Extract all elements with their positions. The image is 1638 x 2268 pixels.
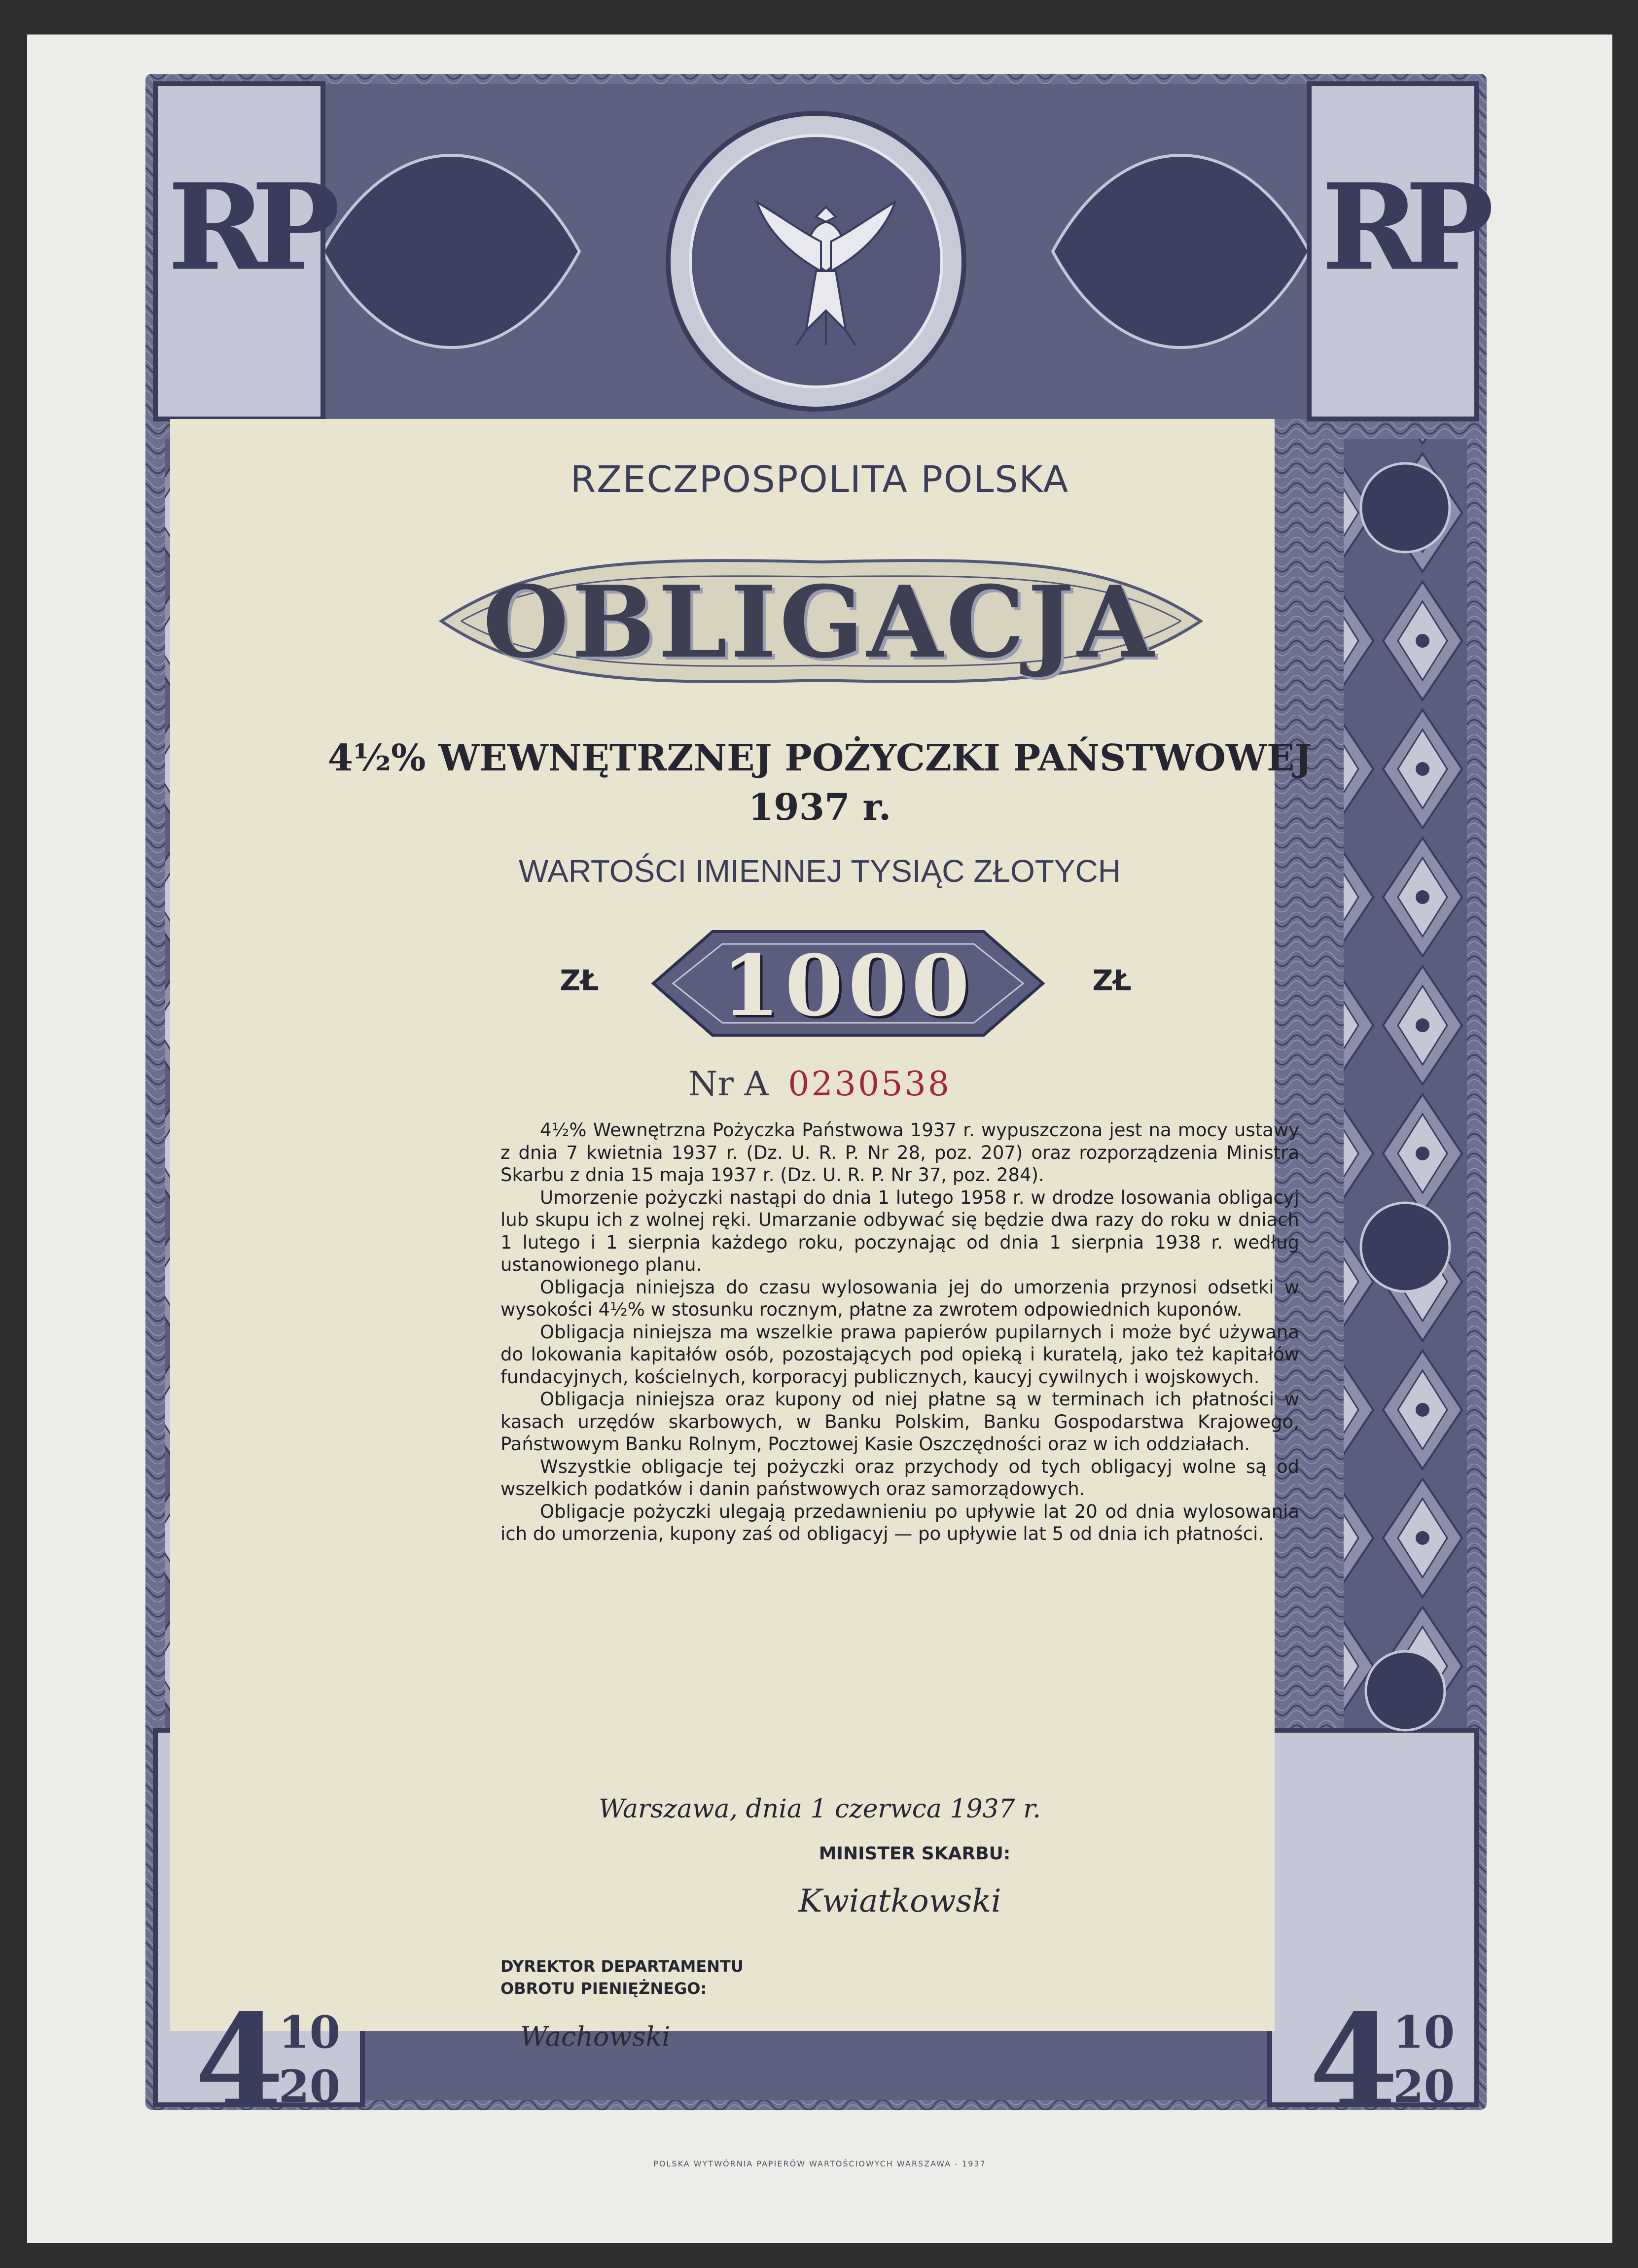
monogram-right: RP [1321, 158, 1479, 297]
minister-title: MINISTER SKARBU: [819, 1844, 1011, 1864]
terms-paragraph: Obligacja niniejsza do czasu wylosowania jej do umorzenia przynosi odsetki w wysokości 4½% w stosunku rocznym, płatne za zwrotem odpowiednich kuponów. [500, 1276, 1299, 1320]
terms-paragraph: Umorzenie pożyczki nastąpi do dnia 1 lutego 1958 r. w drodze losowania obligacyj lub skupu ich z wolnej ręki. Umarzanie odbywać się będzie dwa razy do roku w dniach 1 lutego i 1 sierpnia każdego roku, poczynając od dnia 1 sierpnia 1938 r. według ustanowionego planu. [500, 1186, 1299, 1275]
bond-sheet [27, 35, 1612, 2243]
terms-paragraph: Wszystkie obligacje tej pożyczki oraz przychody od tych obligacyj wolne są od wszelkich podatków i danin państwowych oraz samorządowych. [500, 1456, 1299, 1500]
printer-imprint: POLSKA WYTWÓRNIA PAPIERÓW WARTOŚCIOWYCH WARSZAWA - 1937 [653, 2159, 986, 2168]
serial-prefix: Nr A [688, 1065, 769, 1104]
monogram-left: RP [168, 158, 325, 297]
nominal-value: WARTOŚCI IMIENNEJ TYSIĄC ZŁOTYCH [519, 853, 1121, 889]
rate-whole: 4 [195, 1987, 284, 2137]
director-title-line1: DYREKTOR DEPARTAMENTU [500, 1957, 744, 1976]
rate-mark-left [185, 1987, 362, 2144]
bond-terms [500, 1119, 1299, 1545]
loan-year: 1937 r. [748, 786, 891, 829]
rate-denominator: 20 [279, 2060, 341, 2113]
terms-paragraph: Obligacje pożyczki ulegają przedawnieniu po upływie lat 20 od dnia wylosowania ich do umorzenia, kupony zaś od obligacyj — po upływie lat 5 od dnia ich płatności. [500, 1500, 1299, 1544]
rate-numerator: 10 [1393, 2006, 1455, 2059]
director-signature: Wachowski [520, 2021, 671, 2052]
terms-paragraph: 4½% Wewnętrzna Pożyczka Państwowa 1937 r. wypuszczona jest na mocy ustawy z dnia 7 kwietnia 1937 r. (Dz. U. R. P. Nr 28, poz. 207) oraz rozporządzenia Ministra Skarbu z dnia 15 maja 1937 r. (Dz. U. R. P. Nr 37, poz. 284). [500, 1119, 1299, 1186]
document-title: OBLIGACJA [483, 564, 1157, 680]
serial-number [27, 1065, 1612, 1104]
currency-left: ZŁ [560, 964, 599, 997]
loan-title: 4½% WEWNĘTRZNEJ POŻYCZKI PAŃSTWOWEJ [327, 737, 1312, 779]
denomination-amount: 1000 [721, 937, 975, 1035]
place-date: Warszawa, dnia 1 czerwca 1937 r. [599, 1794, 1041, 1824]
minister-signature: Kwiatkowski [798, 1883, 1001, 1919]
serial-value: 0230538 [788, 1065, 952, 1104]
rate-whole: 4 [1309, 1987, 1398, 2137]
country-name: RZECZPOSPOLITA POLSKA [570, 458, 1069, 501]
rate-denominator: 20 [1393, 2060, 1455, 2113]
director-title-line2: OBROTU PIENIĘŻNEGO: [500, 1979, 707, 1998]
terms-paragraph: Obligacja niniejsza ma wszelkie prawa papierów pupilarnych i może być używana do lokowania kapitałów osób, pozostających pod opieką i kuratelą, jako też kapitałów fundacyjnych, kościelnych, korporacyj publicznych, kaucyj cywilnych i wojskowych. [500, 1321, 1299, 1388]
rate-mark-right [1299, 1987, 1477, 2144]
currency-right: ZŁ [1092, 964, 1132, 997]
eagle-emblem-icon [747, 187, 905, 355]
terms-paragraph: Obligacja niniejsza oraz kupony od niej płatne są w terminach ich płatności w kasach urzędów skarbowych, w Banku Polskim, Banku Gospodarstwa Krajowego, Państwowym Banku Rolnym, Pocztowej Kasie Oszczędności oraz w ich oddziałach. [500, 1389, 1299, 1455]
rate-numerator: 10 [279, 2006, 341, 2059]
